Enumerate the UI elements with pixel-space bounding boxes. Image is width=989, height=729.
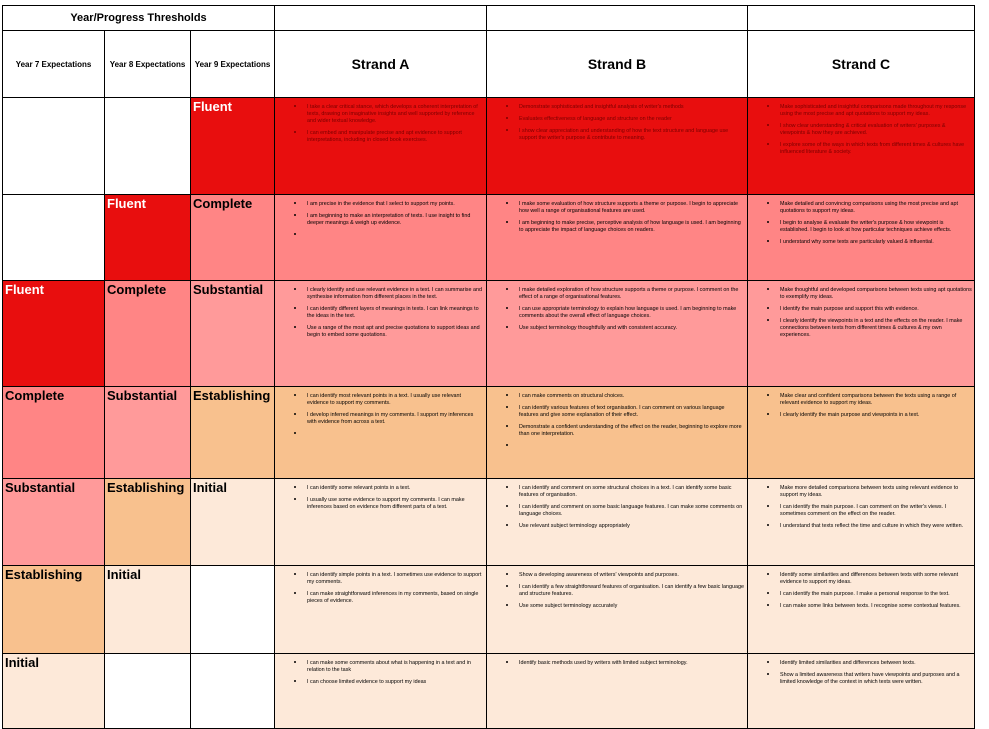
descriptor-item: • I can make straightforward inferences in my comments, based on single pieces of evidence. — [305, 589, 484, 605]
descriptor-item: • I show clear appreciation and understanding of how the text structure and language use support the writer's purpose & contribute to meaning. — [517, 126, 745, 142]
descriptor-list — [279, 570, 484, 605]
year7-level-cell: Establishing — [3, 566, 105, 654]
threshold-row — [3, 98, 975, 195]
descriptor-item: • I can make some comments about what is happening in a text and in relation to the task — [305, 658, 484, 674]
descriptor-item: • Use relevant subject terminology appropriately — [517, 521, 745, 530]
year8-level-cell: Substantial — [105, 387, 191, 479]
year7-level-cell — [3, 98, 105, 195]
descriptor-item: • I am precise in the evidence that I select to support my points. — [305, 199, 484, 208]
descriptor-list — [491, 570, 745, 610]
descriptor-list — [752, 570, 972, 610]
descriptor-item: • I can choose limited evidence to support my ideas — [305, 677, 484, 686]
descriptor-list — [491, 285, 745, 332]
strand-a-descriptor-cell — [275, 98, 487, 195]
descriptor-list — [279, 102, 484, 144]
descriptor-item: • Make more detailed comparisons between texts using relevant evidence to support my ideas. — [778, 483, 972, 499]
descriptor-item: • I take a clear critical stance, which develops a coherent interpretation of texts, drawing on imaginative insights and well supported by reference and wider textual knowledge. — [305, 102, 484, 125]
strand-b-header: Strand B — [487, 31, 748, 98]
title-row — [3, 6, 975, 31]
descriptor-item: • I can identify and comment on some structural choices in a text. I can identify some basic features of organisation. — [517, 483, 745, 499]
descriptor-item: • I can identify and comment on some basic language features. I can make some comments on language choices. — [517, 502, 745, 518]
descriptor-item: • I explore some of the ways in which texts from different times & cultures have influenced literature & society. — [778, 140, 972, 156]
year8-level-cell: Establishing — [105, 479, 191, 566]
descriptor-item: • I can identify the main purpose. I make a personal response to the text. — [778, 589, 972, 598]
strand-a-descriptor-cell — [275, 387, 487, 479]
descriptor-item: • Make clear and confident comparisons between the texts using a range of relevant evidence to support my ideas. — [778, 391, 972, 407]
descriptor-item — [305, 429, 484, 435]
thresholds-table — [2, 5, 975, 729]
descriptor-item: • I can identify most relevant points in a text. I usually use relevant evidence to support my comments. — [305, 391, 484, 407]
strand-c-descriptor-cell — [748, 281, 975, 387]
descriptor-list — [279, 483, 484, 511]
descriptor-item: • I can identify various features of text organisation. I can comment on various language features and give some explanation of their effect. — [517, 403, 745, 419]
descriptor-item: • I clearly identify and use relevant evidence in a text. I can summarise and synthesise information from different places in the text. — [305, 285, 484, 301]
descriptor-item: • I make detailed exploration of how structure supports a theme or purpose. I comment on the effect of a range of organisational features. — [517, 285, 745, 301]
descriptor-item: • Make detailed and convincing comparisons using the most precise and apt quotations to support my ideas. — [778, 199, 972, 215]
strand-a-descriptor-cell — [275, 281, 487, 387]
strand-a-descriptor-cell — [275, 566, 487, 654]
descriptor-item: • I can embed and manipulate precise and apt evidence to support interpretations, including in closed book exercises. — [305, 128, 484, 144]
descriptor-item: • I usually use some evidence to support my comments. I can make inferences based on evidence from different parts of a text. — [305, 495, 484, 511]
descriptor-item: • Identify some similarities and differences between texts with some relevant evidence to support my ideas. — [778, 570, 972, 586]
descriptor-item: • I clearly identify the viewpoints in a text and the effects on the reader. I make connections between texts from different times & cultures & my own experiences. — [778, 316, 972, 339]
descriptor-list — [279, 658, 484, 686]
year7-header: Year 7 Expectations — [3, 31, 105, 98]
descriptor-item: • I can use appropriate terminology to explain how language is used. I am beginning to make comments about the overall effect of language choices. — [517, 304, 745, 320]
descriptor-item: • Make thoughtful and developed comparisons between texts using apt quotations to exemplify my ideas. — [778, 285, 972, 301]
descriptor-item: • Make sophisticated and insightful comparisons made throughout my response using the most precise and apt quotations to support my ideas. — [778, 102, 972, 118]
strand-a-descriptor-cell — [275, 195, 487, 281]
threshold-row — [3, 479, 975, 566]
descriptor-list — [279, 285, 484, 339]
descriptor-item: • Evaluates effectiveness of language and structure on the reader — [517, 114, 745, 123]
year8-level-cell — [105, 98, 191, 195]
threshold-row — [3, 387, 975, 479]
column-header-row — [3, 31, 975, 98]
strand-b-descriptor-cell — [487, 654, 748, 729]
year8-level-cell: Complete — [105, 281, 191, 387]
descriptor-item: • Use some subject terminology accurately — [517, 601, 745, 610]
year7-level-cell: Fluent — [3, 281, 105, 387]
descriptor-list — [491, 102, 745, 142]
descriptor-list — [752, 199, 972, 246]
strand-c-header: Strand C — [748, 31, 975, 98]
year9-header: Year 9 Expectations — [191, 31, 275, 98]
threshold-row — [3, 566, 975, 654]
descriptor-list — [491, 391, 745, 447]
descriptor-item: • I begin to analyse & evaluate the writer's purpose & how viewpoint is established. I begin to look at how particular techniques achieve effects. — [778, 218, 972, 234]
descriptor-item: • I can identify the main purpose. I can comment on the writer's views. I sometimes comment on the effect on the reader. — [778, 502, 972, 518]
descriptor-item: • I can identify simple points in a text. I sometimes use evidence to support my comments. — [305, 570, 484, 586]
descriptor-item: • I can identify a few straightforward features of organisation. I can identify a few basic language and structure features. — [517, 582, 745, 598]
descriptor-item: • I can identify different layers of meanings in texts. I can link meanings to the ideas in the text. — [305, 304, 484, 320]
year9-level-cell: Fluent — [191, 98, 275, 195]
descriptor-list — [752, 102, 972, 156]
descriptor-item: • Identify basic methods used by writers with limited subject terminology. — [517, 658, 745, 667]
descriptor-item: • I develop inferred meanings in my comments. I support my inferences with evidence from across a text. — [305, 410, 484, 426]
strand-c-descriptor-cell — [748, 479, 975, 566]
threshold-row — [3, 195, 975, 281]
year7-level-cell — [3, 195, 105, 281]
descriptor-item: • I can make some links between texts. I recognise some contextual features. — [778, 601, 972, 610]
year9-level-cell: Establishing — [191, 387, 275, 479]
descriptor-item: • I am beginning to make precise, perceptive analysis of how language is used. I am beginning to appreciate the impact of language choices on readers. — [517, 218, 745, 234]
year9-level-cell: Substantial — [191, 281, 275, 387]
descriptor-item: • Show a limited awareness that writers have viewpoints and purposes and a limited knowledge of the context in which texts were written. — [778, 670, 972, 686]
strand-c-descriptor-cell — [748, 387, 975, 479]
descriptor-item: • I clearly identify the main purpose and viewpoints in a text. — [778, 410, 972, 419]
strand-a-descriptor-cell — [275, 654, 487, 729]
strand-b-descriptor-cell — [487, 98, 748, 195]
descriptor-list — [752, 391, 972, 419]
descriptor-list — [752, 483, 972, 530]
descriptor-list — [752, 285, 972, 339]
year8-level-cell: Initial — [105, 566, 191, 654]
strand-b-descriptor-cell — [487, 195, 748, 281]
descriptor-list — [491, 658, 745, 667]
descriptor-list — [279, 199, 484, 236]
descriptor-item — [305, 230, 484, 236]
descriptor-item: • Identify limited similarities and differences between texts. — [778, 658, 972, 667]
descriptor-item: • I can identify some relevant points in a text. — [305, 483, 484, 492]
descriptor-item: • I am beginning to make an interpretation of texts. I use insight to find deeper meanings & weigh up evidence. — [305, 211, 484, 227]
descriptor-item: • Show a developing awareness of writers' viewpoints and purposes. — [517, 570, 745, 579]
descriptor-item: • Use a range of the most apt and precise quotations to support ideas and begin to embed some quotations. — [305, 323, 484, 339]
blank-header-cell — [748, 6, 975, 31]
descriptor-item: • I understand why some texts are particularly valued & influential. — [778, 237, 972, 246]
strand-b-descriptor-cell — [487, 281, 748, 387]
blank-header-cell — [275, 6, 487, 31]
strand-a-header: Strand A — [275, 31, 487, 98]
threshold-row — [3, 281, 975, 387]
strand-c-descriptor-cell — [748, 195, 975, 281]
descriptor-item: • Demonstrate sophisticated and insightful analysis of writer's methods — [517, 102, 745, 111]
descriptor-list — [279, 391, 484, 435]
descriptor-list — [752, 658, 972, 686]
strand-a-descriptor-cell — [275, 479, 487, 566]
year7-level-cell: Substantial — [3, 479, 105, 566]
year8-level-cell — [105, 654, 191, 729]
year8-level-cell: Fluent — [105, 195, 191, 281]
descriptor-item: • I make some evaluation of how structure supports a theme or purpose. I begin to appreciate how well a range of organisational features are used. — [517, 199, 745, 215]
year9-level-cell: Initial — [191, 479, 275, 566]
descriptor-item: • I show clear understanding & critical evaluation of writers' purposes & viewpoints & how they are achieved. — [778, 121, 972, 137]
strand-b-descriptor-cell — [487, 387, 748, 479]
descriptor-item: • Demonstrate a confident understanding of the effect on the reader, beginning to explore more than one interpretation. — [517, 422, 745, 438]
strand-b-descriptor-cell — [487, 566, 748, 654]
descriptor-item: • Use subject terminology thoughtfully and with consistent accuracy. — [517, 323, 745, 332]
descriptor-item: • I understand that texts reflect the time and culture in which they were written. — [778, 521, 972, 530]
threshold-row — [3, 654, 975, 729]
year7-level-cell: Complete — [3, 387, 105, 479]
descriptor-list — [491, 483, 745, 530]
descriptor-list — [491, 199, 745, 234]
strand-b-descriptor-cell — [487, 479, 748, 566]
descriptor-item: • I identify the main purpose and support this with evidence. — [778, 304, 972, 313]
strand-c-descriptor-cell — [748, 566, 975, 654]
strand-c-descriptor-cell — [748, 98, 975, 195]
year9-level-cell: Complete — [191, 195, 275, 281]
year9-level-cell — [191, 654, 275, 729]
descriptor-item: • I can make comments on structural choices. — [517, 391, 745, 400]
blank-header-cell — [487, 6, 748, 31]
strand-c-descriptor-cell — [748, 654, 975, 729]
table-title: Year/Progress Thresholds — [3, 6, 275, 31]
year9-level-cell — [191, 566, 275, 654]
year8-header: Year 8 Expectations — [105, 31, 191, 98]
year7-level-cell: Initial — [3, 654, 105, 729]
descriptor-item — [517, 441, 745, 447]
